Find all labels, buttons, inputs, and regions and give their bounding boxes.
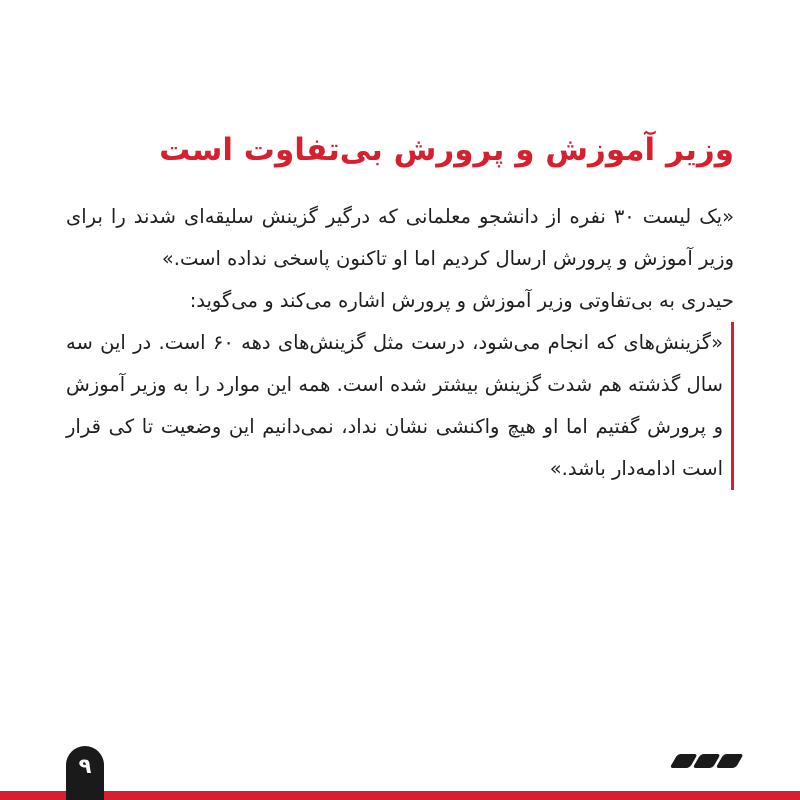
article-body (66, 196, 734, 490)
page-number: ۹ (78, 754, 92, 778)
three-diamond-dots-icon (667, 750, 747, 776)
article-title: وزیر آموزش و پرورش بی‌تفاوت است (159, 132, 734, 168)
opening-quote-paragraph: «یک لیست ۳۰ نفره از دانشجو معلمانی که درگیر گزینش سلیقه‌ای شدند را برای وزیر آموزش و پرورش ارسال کردیم اما او تاکنون پاسخی نداده است.» (66, 205, 735, 270)
block-quote: «گزینش‌های که انجام می‌شود، درست مثل گزینش‌های دهه ۶۰ است. در این سه سال گذشته هم شدت گزینش بیشتر شده است. همه این موارد را به وزیر آموزش و پرورش گفتیم اما او هیچ واکنشی نشان نداد، نمی‌دانیم این وضعیت تا کی قرار است ادامه‌دار باشد.» (66, 322, 734, 490)
footer-accent-bar (0, 791, 800, 800)
page-number-tab (66, 746, 104, 800)
intro-line: حیدری به بی‌تفاوتی وزیر آموزش و پرورش اشاره می‌کند و می‌گوید: (189, 289, 734, 312)
